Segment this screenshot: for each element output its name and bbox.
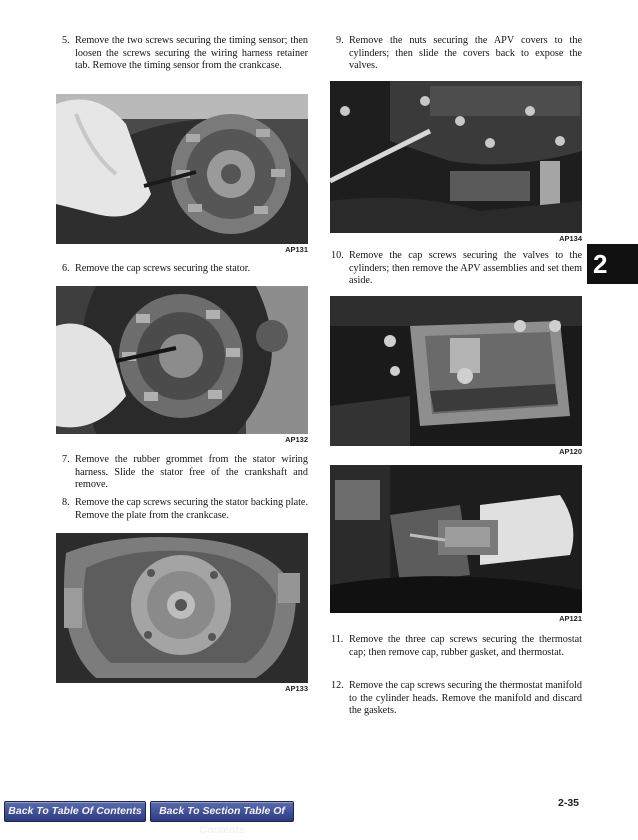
figure-caption: AP121 — [559, 614, 582, 623]
photo-stator-screws — [56, 286, 308, 434]
step-8 — [62, 497, 308, 522]
step-10 — [331, 250, 582, 288]
step-text: Remove the cap screws securing the thermostat manifold to the cylinder heads. Remove the manifold and discard the gaskets. — [349, 680, 582, 717]
step-number: 5. — [62, 35, 70, 46]
step-number: 9. — [336, 35, 344, 46]
photo-apv-assembly — [330, 296, 582, 446]
figure-caption: AP131 — [285, 245, 308, 254]
back-to-toc-button[interactable]: Back To Table Of Contents — [4, 801, 146, 822]
section-tab: 2 — [587, 244, 638, 284]
step-9 — [336, 35, 582, 73]
step-number: 11. — [331, 634, 344, 645]
step-number: 7. — [62, 454, 70, 465]
figure-caption: AP120 — [559, 447, 582, 456]
step-12 — [331, 680, 582, 718]
step-number: 6. — [62, 263, 70, 274]
step-text: Remove the nuts securing the APV covers to the cylinders; then slide the covers back to expose the valves. — [349, 35, 582, 72]
figure-caption: AP133 — [285, 684, 308, 693]
step-7 — [62, 454, 308, 492]
figure-caption: AP132 — [285, 435, 308, 444]
step-text: Remove the cap screws securing the stator backing plate. Remove the plate from the crankcase. — [75, 497, 308, 521]
step-text: Remove the cap screws securing the stator. — [75, 263, 251, 274]
step-text: Remove the rubber grommet from the stator wiring harness. Slide the stator free of the crankshaft and remove. — [75, 454, 308, 491]
step-number: 12. — [331, 680, 344, 691]
step-number: 8. — [62, 497, 70, 508]
photo-apv-covers — [330, 81, 582, 233]
step-text: Remove the two screws securing the timing sensor; then loosen the screws securing the wiring harness retainer tab. Remove the timing sensor from the crankcase. — [75, 35, 308, 72]
step-text: Remove the three cap screws securing the thermostat cap; then remove cap, rubber gasket, and thermostat. — [349, 634, 582, 658]
figure-caption: AP134 — [559, 234, 582, 243]
back-to-section-toc-button[interactable]: Back To Section Table Of Contents — [150, 801, 294, 822]
step-number: 10. — [331, 250, 344, 261]
photo-timing-sensor — [56, 94, 308, 244]
photo-stator-backing-plate — [56, 533, 308, 683]
page-number: 2-35 — [558, 797, 580, 809]
step-5 — [62, 35, 308, 73]
step-text: Remove the cap screws securing the valves to the cylinders; then remove the APV assemblies and set them aside. — [349, 250, 582, 287]
step-6 — [62, 263, 308, 276]
photo-apv-removed — [330, 465, 582, 613]
step-11 — [331, 634, 582, 659]
